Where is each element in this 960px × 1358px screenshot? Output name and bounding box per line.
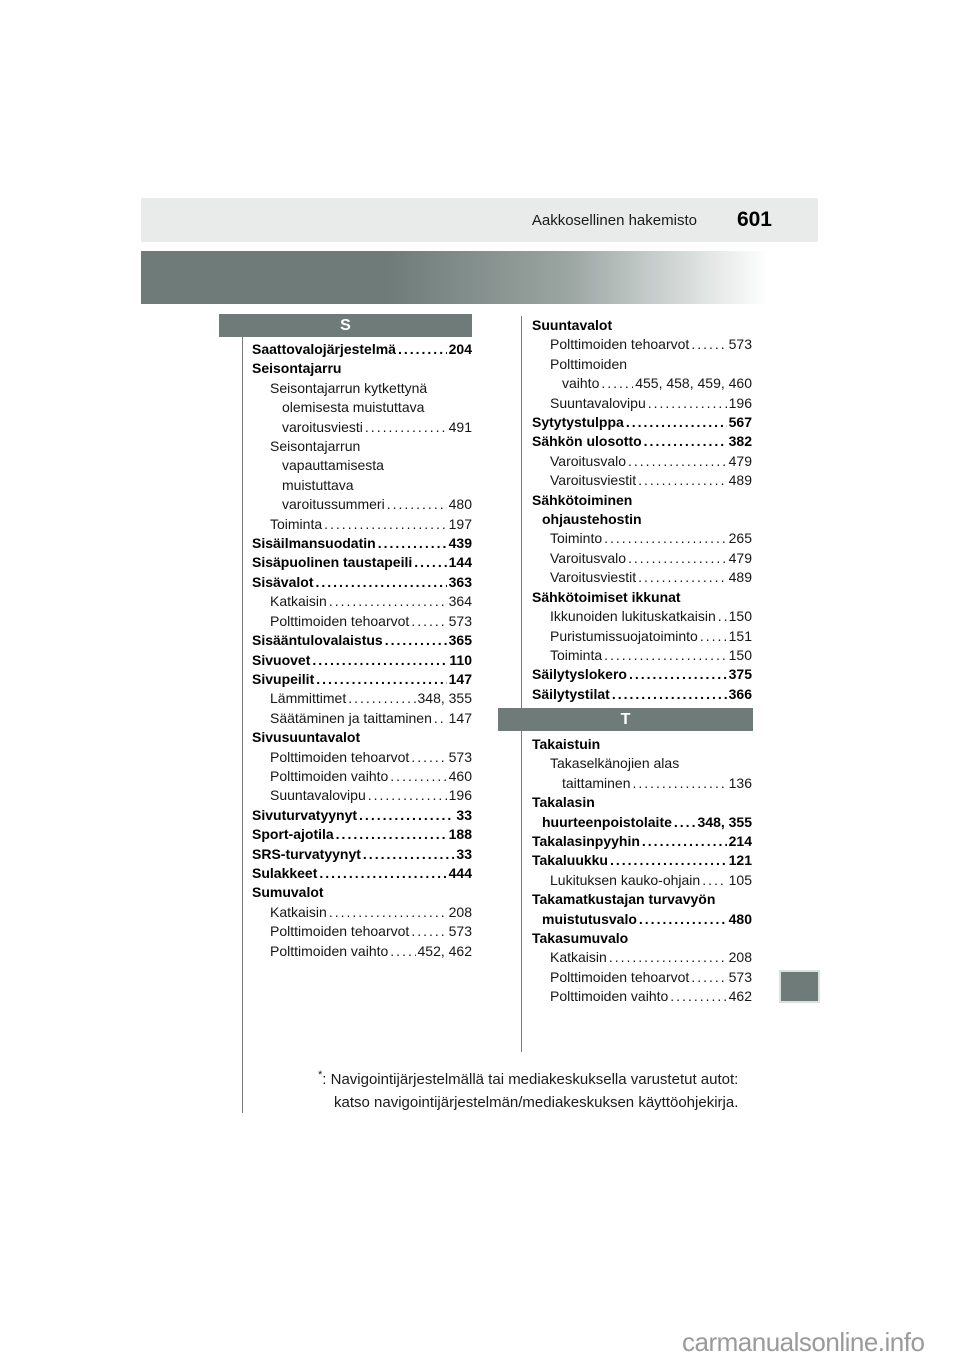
index-entry xyxy=(282,495,472,514)
dot-leader xyxy=(365,418,447,437)
index-entry-label: Säilytystilat xyxy=(532,685,610,702)
index-entry-label: Takalasinpyyhin xyxy=(532,833,640,850)
index-entry-label: Sähkötoiminen xyxy=(532,491,633,508)
dot-leader xyxy=(390,942,415,961)
index-entry-label: Sivusuuntavalot xyxy=(252,729,361,746)
dot-leader xyxy=(628,452,727,471)
index-entry-page: 364 xyxy=(448,593,472,610)
index-entry xyxy=(270,612,472,631)
index-entry xyxy=(550,871,752,890)
dot-leader xyxy=(670,987,726,1006)
index-entry-label: Polttimoiden vaihto xyxy=(270,767,389,784)
index-entry-page: 208 xyxy=(448,903,472,920)
index-entry-page: 147 xyxy=(448,709,472,726)
index-entry-page: 147 xyxy=(448,670,472,687)
index-entry-label: Ikkunoiden lukituskatkaisin xyxy=(550,608,716,625)
chapter-edge-tab xyxy=(779,970,820,1003)
index-entry-page: 33 xyxy=(456,806,472,823)
index-entry xyxy=(550,627,752,646)
index-entry-page: 150 xyxy=(728,646,752,663)
index-entry-label: muistuttava xyxy=(282,476,354,493)
index-entry-label: Polttimoiden xyxy=(550,355,628,372)
dot-leader xyxy=(626,413,727,432)
index-entry xyxy=(542,910,752,929)
index-entry-page: 197 xyxy=(448,515,472,532)
index-entry xyxy=(532,793,752,812)
index-entry xyxy=(550,529,752,548)
index-entry-page: 214 xyxy=(728,833,752,850)
right-column-rule-bottom xyxy=(521,731,522,1052)
page-number: 601 xyxy=(736,208,772,231)
index-column-right-bottom xyxy=(532,735,752,1007)
section-letter-s xyxy=(219,314,472,337)
index-entry xyxy=(532,735,752,754)
index-entry xyxy=(550,607,752,626)
index-entry xyxy=(550,568,752,587)
index-entry xyxy=(282,476,472,495)
index-entry xyxy=(252,553,472,572)
dot-leader xyxy=(368,786,447,805)
index-entry-page: 480 xyxy=(728,910,752,927)
dot-leader xyxy=(691,335,726,354)
index-entry-page: 208 xyxy=(728,949,752,966)
index-entry-page: 121 xyxy=(728,852,752,869)
index-entry xyxy=(270,592,472,611)
dot-leader xyxy=(691,968,726,987)
index-entry xyxy=(252,728,472,747)
dot-leader xyxy=(632,774,726,793)
index-entry-page: 375 xyxy=(728,666,752,683)
index-entry xyxy=(270,379,472,398)
index-entry xyxy=(252,845,472,864)
index-entry xyxy=(542,813,752,832)
section-letter-t xyxy=(498,708,753,731)
index-entry xyxy=(252,534,472,553)
index-entry-label: varoitusviesti xyxy=(282,418,363,435)
index-entry-label: Takalasin xyxy=(532,794,595,811)
index-entry-page: 151 xyxy=(728,627,752,644)
index-entry-page: 491 xyxy=(448,418,472,435)
index-entry-label: Takasumuvalo xyxy=(532,930,629,947)
dot-leader xyxy=(639,910,727,929)
index-entry xyxy=(270,786,472,805)
index-entry-label: Sivuturvatyynyt xyxy=(252,806,358,823)
index-entry xyxy=(542,510,752,529)
dot-leader xyxy=(700,627,727,646)
index-entry-page: 567 xyxy=(728,414,752,431)
index-entry xyxy=(550,394,752,413)
index-entry-label: Suuntavalovipu xyxy=(270,787,366,804)
index-entry-label: Suuntavalot xyxy=(532,317,613,333)
index-entry xyxy=(252,806,472,825)
index-entry-label: Sähkön ulosotto xyxy=(532,433,642,450)
index-entry-page: 489 xyxy=(728,569,752,586)
index-entry-label: Polttimoiden tehoarvot xyxy=(550,336,690,353)
index-entry-label: SRS-turvatyynyt xyxy=(252,845,361,862)
watermark-text: carmanualsonline.info xyxy=(682,1327,925,1357)
dot-leader xyxy=(348,689,415,708)
dot-leader xyxy=(638,568,727,587)
dot-leader xyxy=(378,534,447,553)
dot-leader xyxy=(644,432,727,451)
footnote-line-1 xyxy=(318,1064,738,1091)
dot-leader xyxy=(359,806,454,825)
index-entry-page: 479 xyxy=(728,452,752,469)
index-entry xyxy=(550,948,752,967)
index-entry-page: 348, 355 xyxy=(417,690,472,707)
index-entry xyxy=(252,651,472,670)
index-entry xyxy=(550,754,752,773)
index-entry xyxy=(550,646,752,665)
index-entry xyxy=(252,573,472,592)
index-entry xyxy=(252,670,472,689)
index-entry-label: Polttimoiden tehoarvot xyxy=(270,748,410,765)
dot-leader xyxy=(329,592,447,611)
index-entry xyxy=(270,515,472,534)
index-entry xyxy=(550,452,752,471)
dot-leader xyxy=(411,612,446,631)
page-header-bar xyxy=(141,198,818,242)
index-entry-page: 573 xyxy=(448,923,472,940)
index-entry-label: Varoitusviestit xyxy=(550,569,637,586)
index-entry xyxy=(550,335,752,354)
dot-leader xyxy=(610,851,727,870)
dot-leader xyxy=(363,845,455,864)
index-entry-label: Suuntavalovipu xyxy=(550,394,646,411)
index-entry xyxy=(270,922,472,941)
index-entry xyxy=(532,665,752,684)
index-entry-label: Sisäpuolinen taustapeili xyxy=(252,554,413,571)
index-entry xyxy=(270,767,472,786)
index-entry xyxy=(270,709,472,728)
index-entry xyxy=(562,374,752,393)
index-entry xyxy=(252,825,472,844)
index-entry-label: ohjaustehostin xyxy=(542,511,642,528)
index-entry-page: 382 xyxy=(728,433,752,450)
index-entry-label: Sumuvalot xyxy=(252,884,324,901)
dot-leader xyxy=(414,553,446,572)
index-entry xyxy=(550,549,752,568)
dot-leader xyxy=(319,864,446,883)
index-entry-label: Sivuovet xyxy=(252,651,311,668)
index-entry-page: 204 xyxy=(448,341,472,357)
index-entry xyxy=(532,491,752,510)
dot-leader xyxy=(398,340,447,359)
index-entry-page: 136 xyxy=(728,774,752,791)
index-entry xyxy=(550,987,752,1006)
index-entry-label: Sulakkeet xyxy=(252,864,318,881)
index-entry-page: 105 xyxy=(728,871,752,888)
index-entry-page: 265 xyxy=(728,530,752,547)
index-entry-label: Katkaisin xyxy=(270,593,327,610)
page-header-title: Aakkosellinen hakemisto xyxy=(531,211,697,229)
index-entry-label: Säilytyslokero xyxy=(532,666,627,683)
index-column-right-top xyxy=(532,316,752,704)
index-entry-page: 196 xyxy=(728,394,752,411)
index-entry-label: Polttimoiden vaihto xyxy=(550,988,669,1005)
index-entry-label: Varoitusviestit xyxy=(550,472,637,489)
index-entry xyxy=(252,864,472,883)
index-entry-label: Seisontajarrun kytkettynä xyxy=(270,379,428,396)
index-entry-page: 452, 462 xyxy=(417,942,472,959)
index-entry-label: Varoitusvalo xyxy=(550,549,627,566)
dot-leader xyxy=(387,495,447,514)
index-entry xyxy=(532,929,752,948)
dot-leader xyxy=(390,767,446,786)
dot-leader xyxy=(434,709,447,728)
dot-leader xyxy=(638,471,727,490)
footnote-line-2: katso navigointijärjestelmän/mediakeskuksen käyttöohjekirja. xyxy=(334,1094,739,1111)
dot-leader xyxy=(648,394,727,413)
dot-leader xyxy=(312,651,447,670)
index-entry xyxy=(532,588,752,607)
footnote-line-1-text: : Navigointijärjestelmällä tai mediakeskuksella varustetut autot: xyxy=(322,1071,739,1088)
index-entry-label: Seisontajarru xyxy=(252,360,342,377)
index-entry xyxy=(532,413,752,432)
index-entry xyxy=(270,903,472,922)
dot-leader xyxy=(702,871,726,890)
index-entry-label: Takamatkustajan turvavyön xyxy=(532,891,716,908)
index-entry-page: 573 xyxy=(728,336,752,353)
index-entry xyxy=(532,851,752,870)
index-entry-page: 455, 458, 459, 460 xyxy=(635,375,752,392)
index-entry-label: Polttimoiden tehoarvot xyxy=(270,923,410,940)
index-entry-page: 150 xyxy=(728,608,752,625)
index-entry-label: Saattovalojärjestelmä xyxy=(252,341,396,357)
index-entry-label: Seisontajarrun xyxy=(270,438,361,455)
index-entry-page: 573 xyxy=(728,968,752,985)
index-entry-label: Lämmittimet xyxy=(270,690,347,707)
index-entry-label: Sivupeilit xyxy=(252,670,315,687)
index-entry-label: huurteenpoistolaite xyxy=(542,813,672,830)
index-entry-label: Katkaisin xyxy=(550,949,607,966)
index-entry-page: 365 xyxy=(448,632,472,649)
index-entry xyxy=(532,316,752,335)
dot-leader xyxy=(411,922,446,941)
index-entry-page: 439 xyxy=(448,535,472,552)
dot-leader xyxy=(385,631,447,650)
index-entry-label: Polttimoiden tehoarvot xyxy=(550,968,690,985)
index-entry-label: Sähkötoimiset ikkunat xyxy=(532,588,681,605)
index-entry xyxy=(282,418,472,437)
index-entry-label: Säätäminen ja taittaminen xyxy=(270,709,432,726)
index-entry-page: 460 xyxy=(448,767,472,784)
dot-leader xyxy=(411,748,446,767)
index-entry xyxy=(550,355,752,374)
index-entry xyxy=(562,774,752,793)
index-entry-page: 188 xyxy=(448,826,472,843)
index-entry-label: olemisesta muistuttava xyxy=(282,399,425,416)
index-entry-label: Polttimoiden vaihto xyxy=(270,942,389,959)
index-entry xyxy=(532,890,752,909)
section-letter-s-label: S xyxy=(340,316,351,334)
index-entry-label: Puristumissuojatoiminto xyxy=(550,627,698,644)
index-entry-page: 573 xyxy=(448,612,472,629)
index-entry xyxy=(532,685,752,704)
index-entry-page: 489 xyxy=(728,472,752,489)
index-entry-label: muistutusvalo xyxy=(542,910,637,927)
right-column-rule-top xyxy=(521,316,522,708)
index-entry xyxy=(252,359,472,378)
index-entry-page: 462 xyxy=(728,988,752,1005)
index-entry-page: 573 xyxy=(448,748,472,765)
index-entry-label: Lukituksen kauko-ohjain xyxy=(550,871,701,888)
index-entry-page: 444 xyxy=(448,864,472,881)
index-entry-label: vaihto xyxy=(562,375,600,392)
index-entry-label: vapauttamisesta xyxy=(282,457,384,474)
dot-leader xyxy=(315,573,446,592)
index-entry xyxy=(550,968,752,987)
dot-leader xyxy=(629,665,727,684)
index-entry xyxy=(252,340,472,359)
dot-leader xyxy=(674,813,696,832)
index-entry-label: Toiminta xyxy=(270,515,323,532)
index-entry xyxy=(270,748,472,767)
index-entry-page: 33 xyxy=(456,845,472,862)
dot-leader xyxy=(628,549,727,568)
index-entry xyxy=(270,437,472,456)
chapter-gradient-band xyxy=(141,251,788,304)
index-entry-page: 363 xyxy=(448,573,472,590)
index-entry-label: Sisäilmansuodatin xyxy=(252,535,376,552)
dot-leader xyxy=(718,607,727,626)
index-entry xyxy=(252,883,472,902)
dot-leader xyxy=(336,825,447,844)
index-entry xyxy=(532,432,752,451)
index-entry-label: Katkaisin xyxy=(270,903,327,920)
index-entry xyxy=(282,398,472,417)
footnote xyxy=(318,1064,738,1114)
index-entry-label: Varoitusvalo xyxy=(550,452,627,469)
index-entry-label: Sytytystulppa xyxy=(532,414,624,431)
index-entry-label: Sisääntulovalaistus xyxy=(252,632,383,649)
dot-leader xyxy=(604,646,727,665)
index-entry-page: 348, 355 xyxy=(697,813,752,830)
index-entry-label: Sisävalot xyxy=(252,573,314,590)
asterisk-marker: * xyxy=(318,1069,323,1081)
dot-leader xyxy=(316,670,446,689)
index-entry xyxy=(282,456,472,475)
index-entry-page: 144 xyxy=(448,554,472,571)
index-entry-page: 110 xyxy=(449,651,472,668)
index-entry-label: Toiminta xyxy=(550,646,603,663)
index-entry-page: 480 xyxy=(448,496,472,513)
index-entry xyxy=(532,832,752,851)
index-entry xyxy=(270,689,472,708)
dot-leader xyxy=(604,529,727,548)
dot-leader xyxy=(329,903,447,922)
index-entry-label: varoitussummeri xyxy=(282,496,385,513)
index-entry xyxy=(252,631,472,650)
index-entry-label: Takaselkänojien alas xyxy=(550,755,680,772)
dot-leader xyxy=(324,515,447,534)
index-entry xyxy=(550,471,752,490)
index-entry-page: 479 xyxy=(728,549,752,566)
left-column-rule xyxy=(242,337,243,1113)
index-entry-label: Takaistuin xyxy=(532,736,601,752)
index-entry-label: Sport-ajotila xyxy=(252,826,334,843)
index-entry-label: Polttimoiden tehoarvot xyxy=(270,612,410,629)
index-entry-label: Takaluukku xyxy=(532,852,608,869)
dot-leader xyxy=(612,685,727,704)
dot-leader xyxy=(642,832,727,851)
dot-leader xyxy=(609,948,727,967)
index-entry-label: Toiminto xyxy=(550,530,603,547)
index-entry-label: taittaminen xyxy=(562,774,631,791)
dot-leader xyxy=(601,374,633,393)
index-entry-page: 366 xyxy=(728,685,752,702)
index-entry xyxy=(270,942,472,961)
index-entry-page: 196 xyxy=(448,787,472,804)
index-column-left xyxy=(252,340,472,961)
section-letter-t-label: T xyxy=(620,710,631,728)
